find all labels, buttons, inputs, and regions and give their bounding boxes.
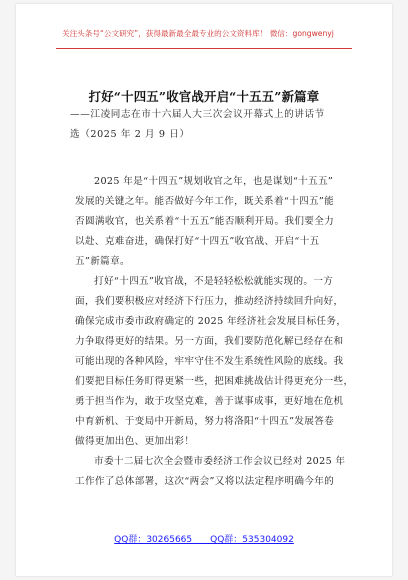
body-line: 市委十二届七次全会暨市委经济工作会议已经对 2025 年: [94, 456, 346, 467]
footer-qq-groups[interactable]: QQ群：30265665 QQ群：535304092: [114, 535, 294, 545]
body-line: 五”新篇章。: [75, 256, 130, 267]
subtitle-line: ——江凌同志在市十六届人大三次会议开幕式上的讲话节: [70, 109, 325, 120]
body-line: 工作作了总体部署，这次“两会”又将以法定程序明确今年的: [75, 476, 335, 487]
banner-text: 关注头条号“公文研究”，获得最新最全最专业的公文资料库！ 微信：gongwenyj: [62, 29, 334, 38]
body-line: 勇于担当作为，敢于攻坚克难，善于谋事成事，更好地在危机: [75, 396, 344, 407]
body-line: 们要把目标任务盯得更紧一些，把困难挑战估计得更充分一些，: [75, 376, 354, 387]
body-line: 打好“十四五”收官战，不是轻轻松松就能实现的。一方: [94, 276, 334, 287]
body-line: 发展的关键之年。能否做好今年工作，既关系着“十四五”能: [75, 196, 335, 207]
body-line: 中育新机、于变局中开新局，努力将洛阳“十四五”发展答卷: [75, 416, 335, 427]
body-line: 否圆满收官，也关系着“十五五”能否顺利开局。我们要全力: [75, 216, 335, 227]
subtitle-line: 选（2025 年 2 月 9 日）: [70, 129, 190, 140]
body-line: 确保完成市委市政府确定的 2025 年经济社会发展目标任务，: [75, 316, 347, 327]
body-line: 以赴、克难奋进，确保打好“十四五”收官战、开启“十五: [75, 236, 320, 247]
body-line: 可能出现的各种风险，牢牢守住不发生系统性风险的底线。我: [75, 356, 344, 367]
body-line: 面，我们要积极应对经济下行压力，推动经济持续回升向好，: [75, 296, 344, 307]
body-line: 2025 年是“十四五”规划收官之年，也是谋划“十五五”: [94, 176, 334, 187]
body-line: 力争取得更好的结果。另一方面，我们要防范化解已经存在和: [75, 336, 344, 347]
document-page: [16, 4, 392, 576]
document-subtitle: [70, 105, 354, 145]
document-body: [75, 172, 357, 492]
header-banner: [56, 26, 352, 49]
body-line: 做得更加出色、更加出彩！: [75, 436, 195, 447]
document-title: 打好“十四五”收官战开启“十五五”新篇章: [88, 89, 320, 104]
